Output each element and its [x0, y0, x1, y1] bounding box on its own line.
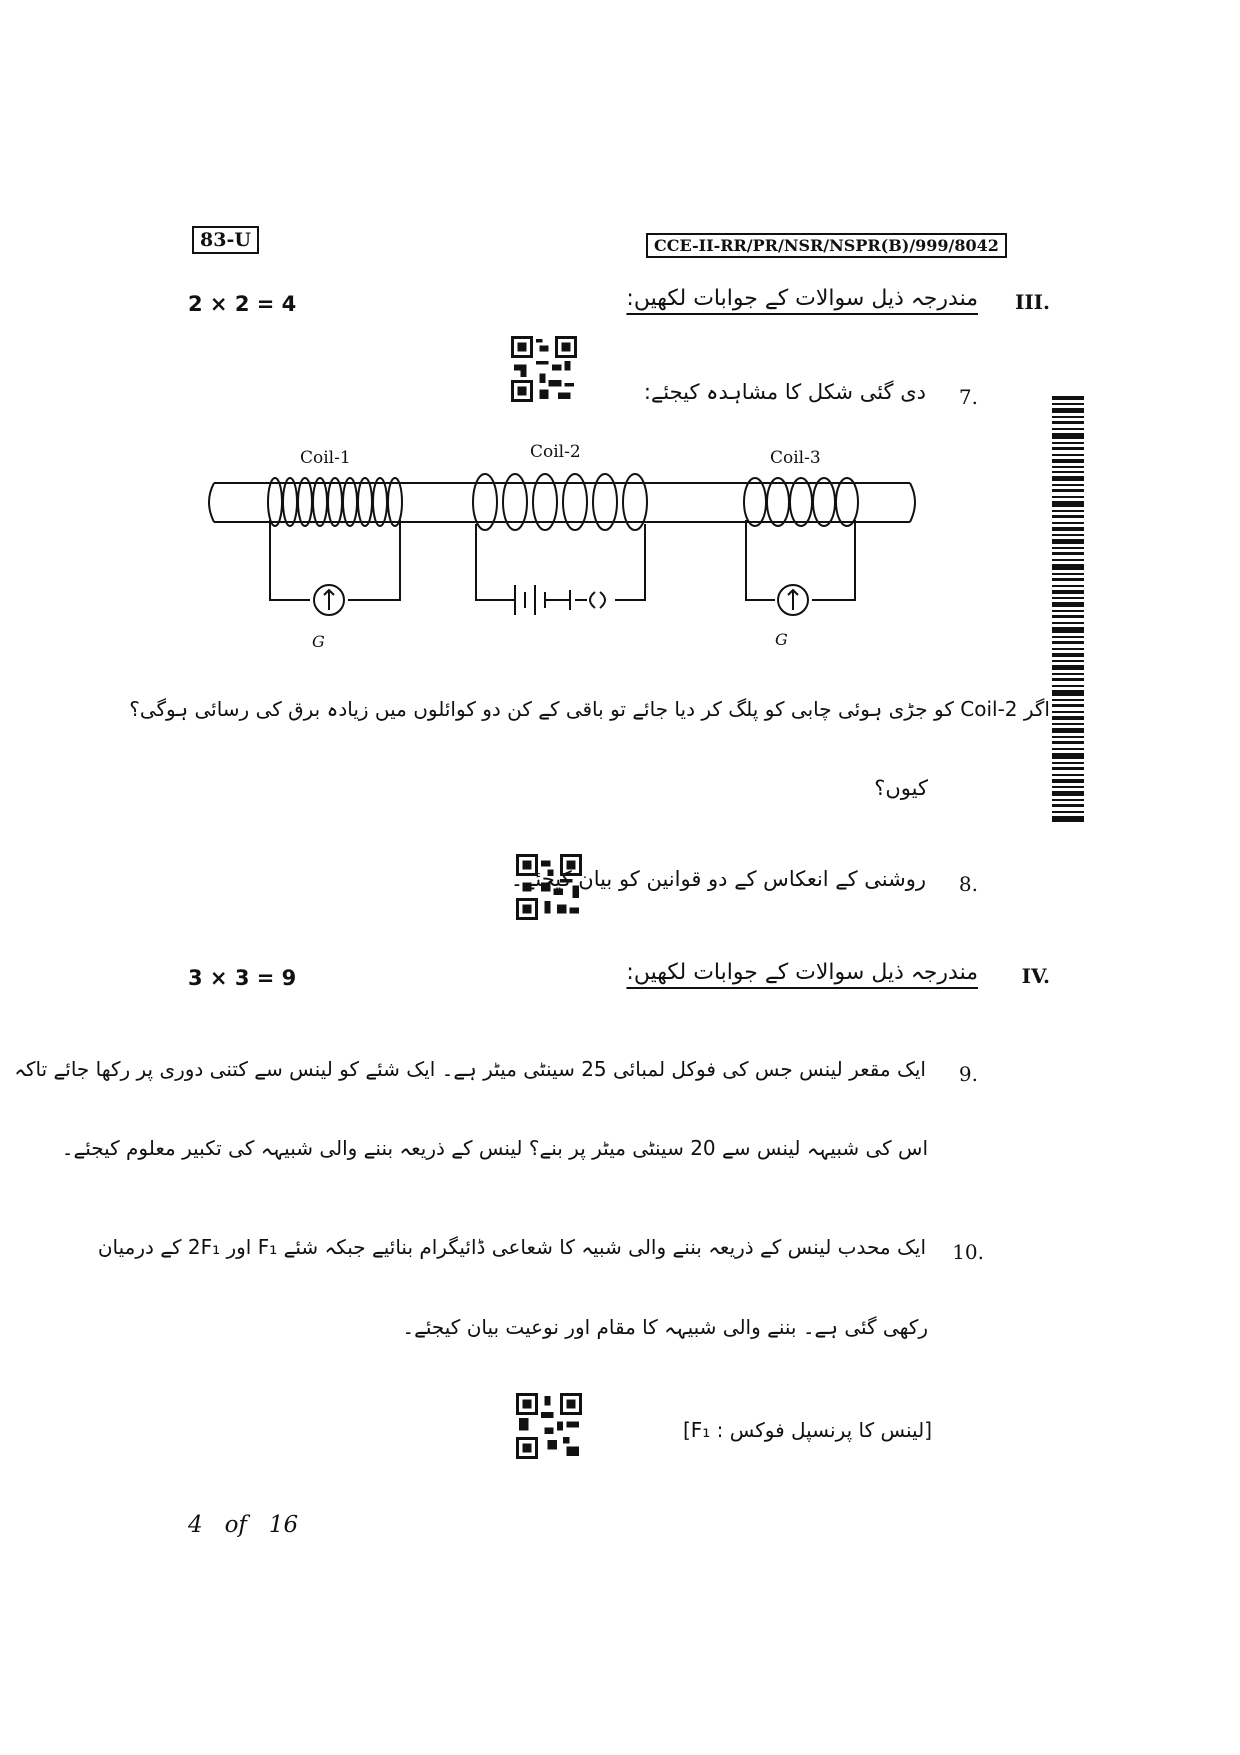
q10-number: 10. [952, 1240, 984, 1264]
q7-question-line2: کیوں؟ [874, 776, 928, 800]
galvanometer-1-label: G [312, 632, 325, 651]
page-number: 4 of 16 [188, 1512, 299, 1538]
section-4-marks: 3 × 3 = 9 [188, 966, 297, 990]
q10-line2: رکھی گئی ہے۔ بننے والی شبیہہ کا مقام اور نوعیت بیان کیجئے۔ [402, 1315, 928, 1339]
section-3-roman: III. [1014, 290, 1050, 314]
q7-question-line1: اگر Coil-2 کو جڑی ہوئی چابی کو پلگ کر دیا جائے تو باقی کے کن دو کوائلوں میں زیادہ برق کی رسائی ہوگی؟ [129, 697, 1050, 721]
coil-3 [744, 478, 858, 615]
section-4-title: مندرجہ ذیل سوالات کے جوابات لکھیں: [626, 960, 978, 985]
coil-2-label: Coil-2 [530, 442, 581, 462]
section-3-marks: 2 × 2 = 4 [188, 292, 297, 316]
q9-number: 9. [958, 1062, 978, 1086]
paper-code-box [192, 226, 259, 254]
barcode [1052, 396, 1084, 822]
galvanometer-3-label: G [775, 630, 788, 649]
coil-2 [473, 474, 647, 615]
q7-intro: دی گئی شکل کا مشاہدہ کیجئے: [643, 380, 926, 404]
series-code: CCE-II-RR/PR/NSR/NSPR(B)/999/8042 [654, 236, 999, 255]
qr-code-q7 [511, 336, 577, 402]
q10-note: [F₁ : لینس کا پرنسپل فوکس] [682, 1418, 932, 1442]
q8-text: روشنی کے انعکاس کے دو قوانین کو بیان کیجئے۔ [510, 867, 926, 891]
qr-code-q10 [516, 1393, 582, 1459]
coil-1-label: Coil-1 [300, 448, 351, 468]
q10-line1: ایک محدب لینس کے ذریعہ بننے والی شبیہ کا شعاعی ڈائیگرام بنائیے جبکہ شئے F₁ اور 2F₁ کے درمیان [97, 1235, 926, 1259]
coil-1 [268, 478, 402, 615]
paper-code: 83-U [200, 229, 251, 251]
section-3-title: مندرجہ ذیل سوالات کے جوابات لکھیں: [626, 286, 978, 311]
q8-number: 8. [958, 872, 978, 896]
section-4-roman: IV. [1021, 964, 1050, 988]
key [570, 590, 587, 610]
q9-line1: ایک مقعر لینس جس کی فوکل لمبائی 25 سینٹی میٹر ہے۔ ایک شئے کو لینس سے کتنی دوری پر رکھا جائے تاکہ [14, 1057, 926, 1081]
coil-3-label: Coil-3 [770, 448, 821, 468]
battery [515, 585, 545, 615]
coil-circuit-diagram [200, 440, 920, 660]
q7-number: 7. [958, 385, 978, 409]
series-code-box [646, 233, 1007, 258]
q9-line2: اس کی شبیہہ لینس سے 20 سینٹی میٹر پر بنے؟ لینس کے ذریعہ بننے والی شبیہہ کی تکبیر معلوم کیجئے۔ [61, 1136, 928, 1160]
